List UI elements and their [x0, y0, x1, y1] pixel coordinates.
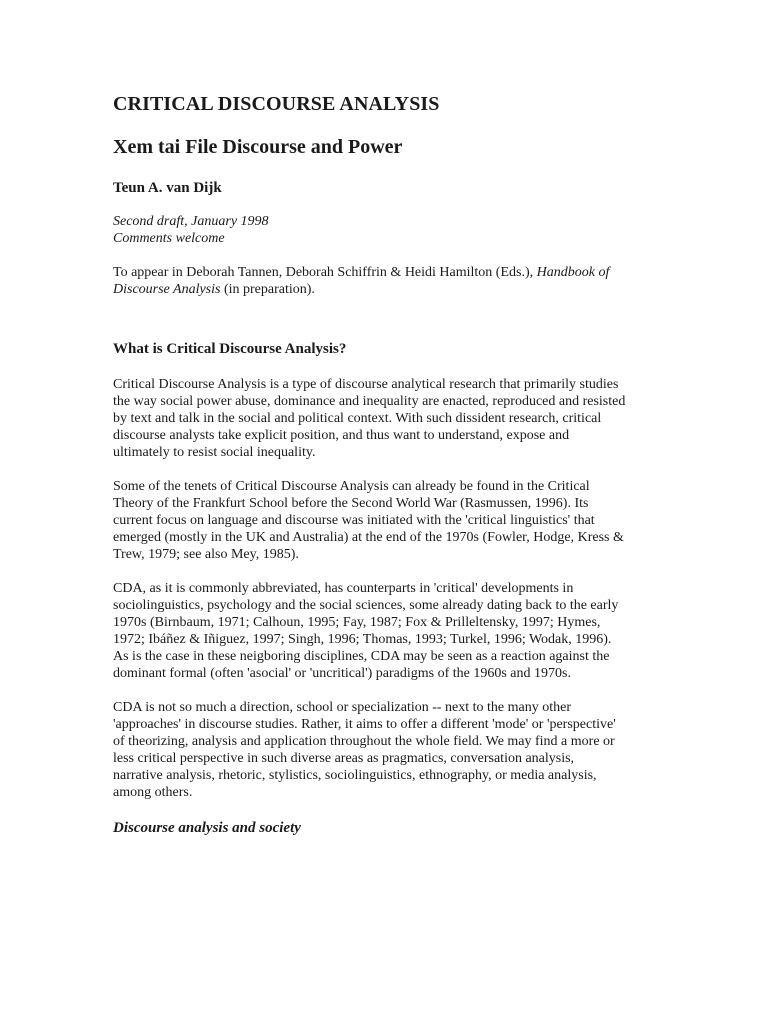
draft-date: Second draft, January 1998 — [113, 214, 269, 229]
comments-note: Comments welcome — [113, 231, 225, 246]
draft-note — [113, 213, 668, 247]
paragraph-line: dominant formal (often 'asocial' or 'uncritical') paradigms of the 1960s and 1970s. — [113, 666, 571, 681]
paragraph-4 — [113, 699, 668, 801]
paragraph-3 — [113, 580, 668, 682]
paragraph-line: discourse analysts take explicit position, and thus want to understand, expose and — [113, 428, 570, 443]
paragraph-line: less critical perspective in such diverse areas as pragmatics, conversation analysis, — [113, 751, 575, 766]
paragraph-line: Some of the tenets of Critical Discourse Analysis can already be found in the Critical — [113, 479, 590, 494]
paragraph-line: 1972; Ibáñez & Iñiguez, 1997; Singh, 1996; Thomas, 1993; Turkel, 1996; Wodak, 1996). — [113, 632, 612, 647]
paragraph-line: by text and talk in the social and political context. With such dissident research, critical — [113, 411, 602, 426]
paragraph-line: 1970s (Birnbaum, 1971; Calhoun, 1995; Fay, 1987; Fox & Prilleltensky, 1997; Hymes, — [113, 615, 601, 630]
publication-note-suffix: (in preparation). — [220, 282, 315, 297]
paragraph-line: Critical Discourse Analysis is a type of discourse analytical research that primarily studies — [113, 377, 619, 392]
paragraph-line: the way social power abuse, dominance and inequality are enacted, reproduced and resisted — [113, 394, 626, 409]
paragraph-line: narrative analysis, rhetoric, stylistics, sociolinguistics, ethnography, or media analysis, — [113, 768, 597, 783]
paragraph-line: 'approaches' in discourse studies. Rather, it aims to offer a different 'mode' or 'perspective' — [113, 717, 616, 732]
subsection-heading: Discourse analysis and society — [113, 820, 301, 836]
paragraph-line: emerged (mostly in the UK and Australia) at the end of the 1970s (Fowler, Hodge, Kress & — [113, 530, 624, 545]
publication-note — [113, 264, 668, 298]
paragraph-line: Theory of the Frankfurt School before the Second World War (Rasmussen, 1996). Its — [113, 496, 589, 511]
document-page — [113, 90, 668, 838]
handbook-title: Handbook of Discourse Analysis — [113, 265, 610, 297]
document-subtitle: Xem tai File Discourse and Power — [113, 136, 403, 158]
section-heading: What is Critical Discourse Analysis? — [113, 341, 347, 357]
paragraph-line: CDA, as it is commonly abbreviated, has counterparts in 'critical' developments in — [113, 581, 574, 596]
publication-note-prefix: To appear in Deborah Tannen, Deborah Schiffrin & Heidi Hamilton (Eds.), — [113, 265, 537, 280]
paragraph-line: sociolinguistics, psychology and the social sciences, some already dating back to the early — [113, 598, 619, 613]
paragraph-line: CDA is not so much a direction, school or specialization -- next to the many other — [113, 700, 572, 715]
paragraph-line: ultimately to resist social inequality. — [113, 445, 316, 460]
paragraph-line: Trew, 1979; see also Mey, 1985). — [113, 547, 299, 562]
paragraph-1 — [113, 376, 668, 461]
author-name: Teun A. van Dijk — [113, 180, 222, 196]
document-title: CRITICAL DISCOURSE ANALYSIS — [113, 93, 440, 115]
paragraph-line: As is the case in these neigboring disciplines, CDA may be seen as a reaction against the — [113, 649, 610, 664]
paragraph-line: among others. — [113, 785, 193, 800]
paragraph-line: of theorizing, analysis and application throughout the whole field. We may find a more or — [113, 734, 615, 749]
paragraph-line: current focus on language and discourse was initiated with the 'critical linguistics' that — [113, 513, 595, 528]
paragraph-2 — [113, 478, 668, 563]
